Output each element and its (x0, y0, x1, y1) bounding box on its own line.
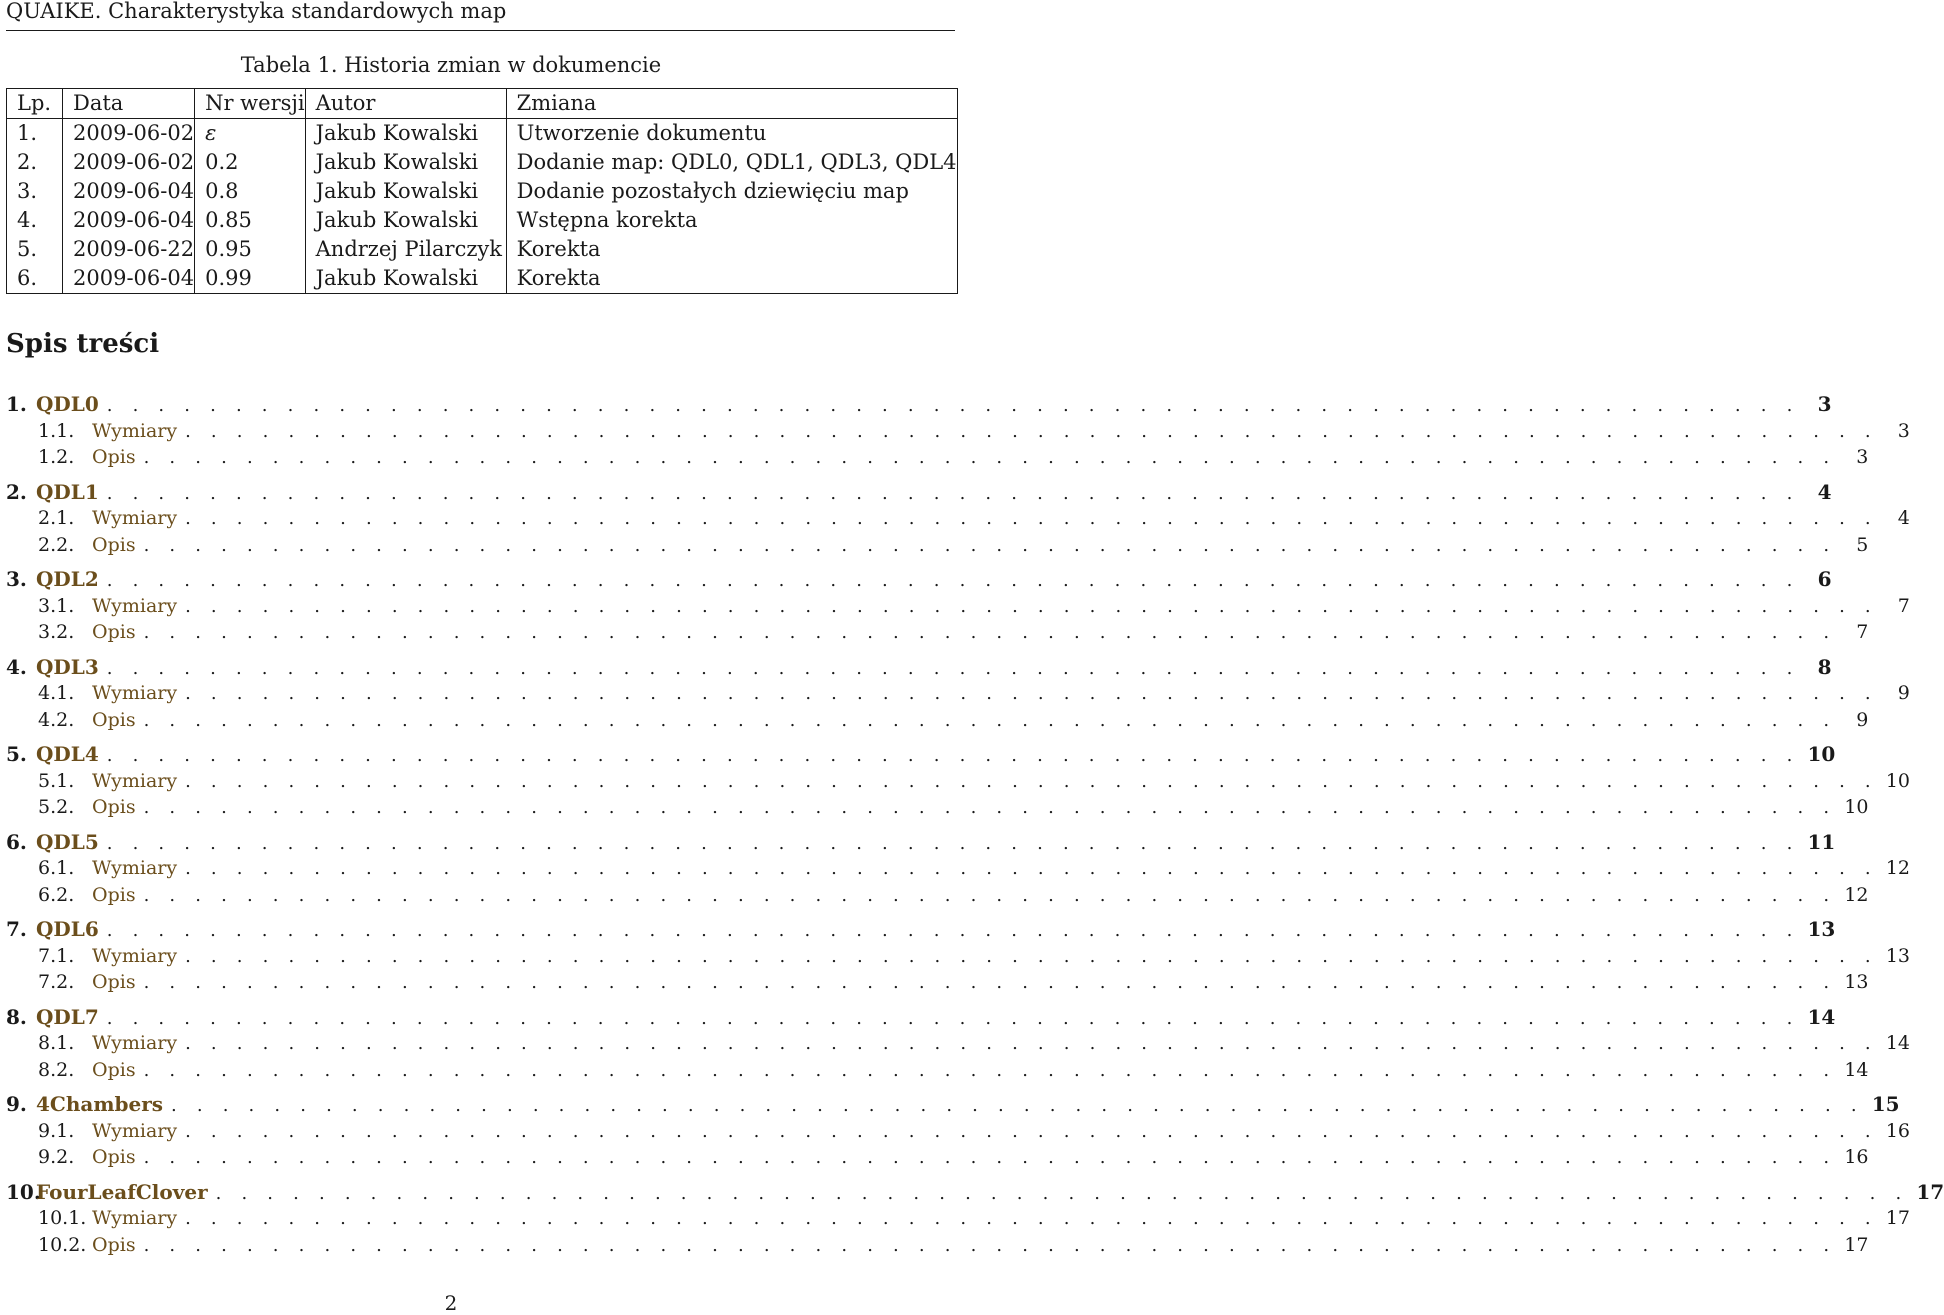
toc-leader-dots: . . . . . . . . . . . . . . . . . . . . . . . . . . . . . . . . . . . . . . . . . . . . . . . . . . . . . . . . . . . . . . . . . . (185, 945, 1878, 967)
table-cell: 1. (7, 119, 63, 149)
table-cell: Korekta (506, 235, 957, 264)
toc-leader-dots: . . . . . . . . . . . . . . . . . . . . . . . . . . . . . . . . . . . . . . . . . . . . . . . . . . . . . . . . . . . . . . . . . . (185, 1120, 1878, 1142)
toc-leader-dots: . . . . . . . . . . . . . . . . . . . . . . . . . . . . . . . . . . . . . . . . . . . . . . . . . . . . . . . . . . . . . . . . . . (185, 595, 1878, 617)
table-cell: 2009-06-04 (63, 177, 195, 206)
toc-entry-number: 1.1. (38, 419, 75, 442)
toc-leader-dots: . . . . . . . . . . . . . . . . . . . . . . . . . . . . . . . . . . . . . . . . . . . . . . . . . . . . . . . . . . . . . . . . . . (143, 709, 1837, 731)
table-cell: 4. (7, 206, 63, 235)
table-cell: Korekta (506, 264, 957, 294)
toc-entry-number: 6. (6, 829, 27, 854)
history-table (6, 88, 958, 294)
toc-subsection-entry[interactable] (6, 1205, 1911, 1232)
table-cell: 0.85 (195, 206, 306, 235)
table-cell: ε (195, 119, 306, 149)
running-title: QUAIKE. Charakterystyka standardowych map (6, 0, 507, 23)
toc-entry-number: 8. (6, 1004, 27, 1029)
toc-entry-number: 2. (6, 479, 27, 504)
toc-entry-title: Wymiary (92, 419, 178, 442)
toc-entry-title: Wymiary (92, 944, 178, 967)
toc-entry-number: 3.2. (38, 621, 75, 643)
toc-section-group (6, 1091, 1911, 1171)
toc-entry-title: QDL7 (36, 1004, 99, 1029)
toc-entry-page: 11 (1807, 829, 1836, 854)
toc-leader-dots: . . . . . . . . . . . . . . . . . . . . . . . . . . . . . . . . . . . . . . . . . . . . . . . . . . . . . . . . . . . . . . . . . . (185, 683, 1878, 704)
column-header: Zmiana (506, 89, 957, 119)
table-cell: Dodanie pozostałych dziewięciu map (506, 177, 957, 206)
table-cell: Andrzej Pilarczyk (305, 235, 506, 264)
toc-entry-number: 6.1. (38, 857, 75, 879)
table-cell: 2009-06-02 (63, 148, 195, 177)
toc-leader-dots: . . . . . . . . . . . . . . . . . . . . . . . . . . . . . . . . . . . . . . . . . . . . . . . . . . . . . . . . . . . . . . . . . . (143, 447, 1837, 468)
toc-entry-page: 7 (1856, 621, 1869, 643)
toc-section-entry[interactable] (6, 566, 1832, 593)
toc-entry-number: 7.1. (38, 944, 75, 967)
toc-entry-title: Opis (92, 708, 136, 731)
toc-leader-dots: . . . . . . . . . . . . . . . . . . . . . . . . . . . . . . . . . . . . . . . . . . . . . . . . . . . . . . . . . . . . . . . . . . (143, 534, 1837, 556)
toc-entry-page: 3 (1817, 392, 1832, 416)
header-rule (6, 30, 955, 31)
toc-entry-title: Opis (92, 1233, 136, 1256)
toc-entry-page: 3 (1856, 446, 1869, 468)
toc-entry-page: 10 (1844, 796, 1869, 818)
toc-entry-page: 9 (1897, 682, 1910, 704)
table-row (7, 235, 958, 264)
toc-section-group (6, 1004, 1911, 1084)
table-cell: 2009-06-22 (63, 235, 195, 264)
toc-entry-title: QDL2 (36, 567, 99, 591)
toc-entry-title: Wymiary (92, 507, 178, 529)
table-cell: Jakub Kowalski (305, 177, 506, 206)
toc-entry-number: 5.2. (38, 796, 75, 818)
toc-leader-dots: . . . . . . . . . . . . . . . . . . . . . . . . . . . . . . . . . . . . . . . . . . . . . . . . . . . . . . . . . . . . . . . . . . (106, 482, 1800, 504)
toc-entry-page: 12 (1844, 883, 1869, 906)
toc-subsection-entry[interactable] (6, 1118, 1911, 1145)
toc-entry-number: 9. (6, 1092, 27, 1116)
toc-subsection-entry[interactable] (6, 768, 1911, 795)
toc-entry-number: 10.1. (38, 1207, 87, 1229)
toc-subsection-entry[interactable] (6, 680, 1910, 707)
table-cell: 2009-06-04 (63, 264, 195, 294)
table-cell: 2. (7, 148, 63, 177)
toc-section-entry[interactable] (6, 391, 1832, 418)
toc-entry-page: 17 (1916, 1179, 1944, 1204)
table-cell: Jakub Kowalski (305, 206, 506, 235)
toc-section-entry[interactable] (6, 1091, 1900, 1118)
toc-subsection-entry[interactable] (6, 444, 1869, 471)
toc-leader-dots: . . . . . . . . . . . . . . . . . . . . . . . . . . . . . . . . . . . . . . . . . . . . . . . . . . . . . . . . . . . . . . . . . . (185, 420, 1878, 442)
toc-entry-title: Wymiary (92, 1032, 178, 1054)
toc-entry-number: 4.1. (38, 682, 75, 704)
toc-leader-dots: . . . . . . . . . . . . . . . . . . . . . . . . . . . . . . . . . . . . . . . . . . . . . . . . . . . . . . . . . . . . . . . . . . (143, 884, 1837, 906)
toc-entry-title: FourLeafClover (36, 1179, 208, 1204)
toc-entry-number: 3. (6, 567, 27, 591)
toc-entry-title: Wymiary (92, 769, 178, 792)
toc-entry-title: Opis (92, 1058, 136, 1081)
table-cell: Jakub Kowalski (305, 148, 506, 177)
toc-leader-dots: . . . . . . . . . . . . . . . . . . . . . . . . . . . . . . . . . . . . . . . . . . . . . . . . . . . . . . . . . . . . . . . . . . (143, 622, 1837, 643)
toc-leader-dots: . . . . . . . . . . . . . . . . . . . . . . . . . . . . . . . . . . . . . . . . . . . . . . . . . . . . . . . . . . . . . . . . . . (185, 1033, 1878, 1054)
toc-leader-dots: . . . . . . . . . . . . . . . . . . . . . . . . . . . . . . . . . . . . . . . . . . . . . . . . . . . . . . . . . . . . . . . . . . (185, 858, 1878, 879)
toc-entry-number: 9.2. (38, 1146, 75, 1168)
toc-entry-title: Wymiary (92, 1119, 178, 1142)
toc-section-entry[interactable] (6, 1179, 1944, 1206)
toc-leader-dots: . . . . . . . . . . . . . . . . . . . . . . . . . . . . . . . . . . . . . . . . . . . . . . . . . . . . . . . . . . . . . . . . . . (143, 972, 1837, 993)
toc-entry-number: 1. (6, 392, 27, 416)
toc-subsection-entry[interactable] (6, 1144, 1869, 1171)
toc-entry-page: 14 (1807, 1004, 1836, 1029)
toc-entry-title: Opis (92, 796, 136, 818)
toc-leader-dots: . . . . . . . . . . . . . . . . . . . . . . . . . . . . . . . . . . . . . . . . . . . . . . . . . . . . . . . . . . . . . . . . . . (143, 797, 1837, 818)
toc-entry-title: Wymiary (92, 857, 178, 879)
toc-entry-page: 13 (1885, 944, 1911, 967)
toc-section-group (6, 391, 1910, 471)
toc-leader-dots: . . . . . . . . . . . . . . . . . . . . . . . . . . . . . . . . . . . . . . . . . . . . . . . . . . . . . . . . . . . . . . . . . . (106, 920, 1800, 941)
toc-entry-page: 10 (1807, 742, 1836, 766)
toc-entry-title: QDL6 (36, 917, 99, 941)
toc-entry-page: 13 (1807, 917, 1836, 941)
toc-entry-number: 8.1. (38, 1032, 75, 1054)
toc-subsection-entry[interactable] (6, 943, 1911, 970)
toc-entry-number: 3.1. (38, 594, 75, 617)
toc-entry-number: 7. (6, 917, 27, 941)
table-row (7, 206, 958, 235)
toc-entry-number: 2.1. (38, 507, 75, 529)
toc-entry-title: Opis (92, 621, 136, 643)
toc-entry-title: QDL5 (36, 829, 99, 854)
toc-subsection-entry[interactable] (6, 882, 1869, 909)
toc-entry-title: Wymiary (92, 682, 178, 704)
toc-leader-dots: . . . . . . . . . . . . . . . . . . . . . . . . . . . . . . . . . . . . . . . . . . . . . . . . . . . . . . . . . . . . . . . . . . (185, 1208, 1878, 1229)
table-cell: Dodanie map: QDL0, QDL1, QDL3, QDL4 (506, 148, 957, 177)
toc-leader-dots: . . . . . . . . . . . . . . . . . . . . . . . . . . . . . . . . . . . . . . . . . . . . . . . . . . . . . . . . . . . . . . . . . . (106, 745, 1800, 766)
toc-entry-number: 9.1. (38, 1119, 75, 1142)
column-header: Lp. (7, 89, 63, 119)
page-number: 2 (444, 1291, 458, 1315)
toc-entry-number: 4.2. (38, 708, 75, 731)
toc-subsection-entry[interactable] (6, 593, 1910, 620)
table-cell: 0.99 (195, 264, 306, 294)
toc-entry-page: 13 (1844, 971, 1869, 993)
table-cell: 0.8 (195, 177, 306, 206)
toc-entry-page: 10 (1885, 769, 1911, 792)
toc-entry-number: 5. (6, 742, 27, 766)
toc-subsection-entry[interactable] (6, 1057, 1869, 1084)
column-header: Autor (305, 89, 506, 119)
toc-entry-number: 7.2. (38, 971, 75, 993)
toc-leader-dots: . . . . . . . . . . . . . . . . . . . . . . . . . . . . . . . . . . . . . . . . . . . . . . . . . . . . . . . . . . . . . . . . . . (215, 1182, 1909, 1204)
toc-leader-dots: . . . . . . . . . . . . . . . . . . . . . . . . . . . . . . . . . . . . . . . . . . . . . . . . . . . . . . . . . . . . . . . . . . (185, 508, 1878, 529)
toc-leader-dots: . . . . . . . . . . . . . . . . . . . . . . . . . . . . . . . . . . . . . . . . . . . . . . . . . . . . . . . . . . . . . . . . . . (106, 1007, 1800, 1029)
toc-leader-dots: . . . . . . . . . . . . . . . . . . . . . . . . . . . . . . . . . . . . . . . . . . . . . . . . . . . . . . . . . . . . . . . . . . (106, 395, 1800, 416)
toc-section-entry[interactable] (6, 654, 1832, 681)
toc-subsection-entry[interactable] (6, 707, 1869, 734)
table-cell: 2009-06-04 (63, 206, 195, 235)
toc-section-group (6, 479, 1910, 559)
toc-section-group (6, 654, 1910, 734)
table-cell: 5. (7, 235, 63, 264)
toc-leader-dots: . . . . . . . . . . . . . . . . . . . . . . . . . . . . . . . . . . . . . . . . . . . . . . . . . . . . . . . . . . . . . . . . . . (143, 1147, 1837, 1168)
toc-entry-title: QDL1 (36, 479, 99, 504)
toc-subsection-entry[interactable] (6, 532, 1869, 559)
toc-entry-page: 6 (1817, 567, 1832, 591)
toc-entry-page: 17 (1844, 1233, 1869, 1256)
toc-entry-number: 8.2. (38, 1058, 75, 1081)
toc-entry-title: QDL4 (36, 742, 99, 766)
toc-entry-page: 17 (1885, 1207, 1911, 1229)
toc-section-group (6, 916, 1911, 996)
toc-entry-page: 16 (1844, 1146, 1869, 1168)
toc-entry-page: 9 (1856, 708, 1869, 731)
toc-entry-page: 16 (1885, 1119, 1911, 1142)
toc-entry-number: 10. (6, 1179, 41, 1204)
toc-subsection-entry[interactable] (6, 969, 1869, 996)
toc-section-entry[interactable] (6, 916, 1836, 943)
table-cell: Utworzenie dokumentu (506, 119, 957, 149)
toc-entry-number: 10.2. (38, 1233, 87, 1256)
toc-entry-title: Opis (92, 971, 136, 993)
toc-entry-number: 6.2. (38, 883, 75, 906)
table-row (7, 264, 958, 294)
toc-entry-title: QDL0 (36, 392, 99, 416)
table-cell: Jakub Kowalski (305, 264, 506, 294)
toc-entry-page: 12 (1885, 857, 1911, 879)
toc-leader-dots: . . . . . . . . . . . . . . . . . . . . . . . . . . . . . . . . . . . . . . . . . . . . . . . . . . . . . . . . . . . . . . . . . . (143, 1059, 1837, 1081)
toc-entry-number: 4. (6, 654, 27, 679)
table-cell: 0.2 (195, 148, 306, 177)
toc-entry-page: 14 (1885, 1032, 1911, 1054)
toc-entry-title: Wymiary (92, 1207, 178, 1229)
toc-section-group (6, 566, 1910, 646)
toc-subsection-entry[interactable] (6, 794, 1869, 821)
toc-entry-page: 4 (1817, 479, 1832, 504)
toc-entry-title: Opis (92, 1146, 136, 1168)
toc-entry-title: Opis (92, 883, 136, 906)
toc-section-group (6, 741, 1911, 821)
toc-leader-dots: . . . . . . . . . . . . . . . . . . . . . . . . . . . . . . . . . . . . . . . . . . . . . . . . . . . . . . . . . . . . . . . . . . (171, 1095, 1864, 1116)
toc-entry-title: 4Chambers (36, 1092, 164, 1116)
table-row (7, 148, 958, 177)
table-cell: 3. (7, 177, 63, 206)
table-cell: 2009-06-02 (63, 119, 195, 149)
toc-subsection-entry[interactable] (6, 619, 1869, 646)
toc-entry-page: 4 (1897, 507, 1910, 529)
toc-title: Spis treści (6, 329, 160, 359)
toc-entry-title: Opis (92, 446, 136, 468)
toc-entry-title: Opis (92, 533, 136, 556)
table-row (7, 177, 958, 206)
toc-section-entry[interactable] (6, 479, 1832, 506)
toc-entry-title: Wymiary (92, 594, 178, 617)
column-header: Nr wersji (195, 89, 306, 119)
toc-entry-number: 1.2. (38, 446, 75, 468)
toc-section-entry[interactable] (6, 829, 1836, 856)
table-cell: Jakub Kowalski (305, 119, 506, 149)
toc-subsection-entry[interactable] (6, 505, 1910, 532)
toc-entry-number: 5.1. (38, 769, 75, 792)
toc-leader-dots: . . . . . . . . . . . . . . . . . . . . . . . . . . . . . . . . . . . . . . . . . . . . . . . . . . . . . . . . . . . . . . . . . . (143, 1234, 1837, 1256)
toc-section-entry[interactable] (6, 1004, 1836, 1031)
table-header-row (7, 89, 958, 119)
toc-entry-number: 2.2. (38, 533, 75, 556)
table-cell: Wstępna korekta (506, 206, 957, 235)
toc-leader-dots: . . . . . . . . . . . . . . . . . . . . . . . . . . . . . . . . . . . . . . . . . . . . . . . . . . . . . . . . . . . . . . . . . . (185, 770, 1878, 792)
toc-entry-page: 15 (1871, 1092, 1900, 1116)
table-cell: 0.95 (195, 235, 306, 264)
column-header: Data (63, 89, 195, 119)
toc-leader-dots: . . . . . . . . . . . . . . . . . . . . . . . . . . . . . . . . . . . . . . . . . . . . . . . . . . . . . . . . . . . . . . . . . . (106, 570, 1800, 591)
toc-entry-title: QDL3 (36, 654, 99, 679)
table-cell: 6. (7, 264, 63, 294)
toc-entry-page: 7 (1897, 594, 1910, 617)
toc-entry-page: 8 (1817, 654, 1832, 679)
toc-subsection-entry[interactable] (6, 855, 1911, 882)
table-row (7, 119, 958, 149)
toc-subsection-entry[interactable] (6, 1232, 1869, 1259)
toc-section-entry[interactable] (6, 741, 1836, 768)
toc-section-group (6, 1179, 1944, 1259)
toc-subsection-entry[interactable] (6, 1030, 1911, 1057)
table-of-contents (6, 391, 1944, 1266)
toc-leader-dots: . . . . . . . . . . . . . . . . . . . . . . . . . . . . . . . . . . . . . . . . . . . . . . . . . . . . . . . . . . . . . . . . . . (106, 657, 1800, 679)
toc-section-group (6, 829, 1911, 909)
toc-entry-page: 5 (1856, 533, 1869, 556)
toc-entry-page: 3 (1897, 419, 1910, 442)
toc-subsection-entry[interactable] (6, 418, 1910, 445)
toc-entry-page: 14 (1844, 1058, 1869, 1081)
table-caption: Tabela 1. Historia zmian w dokumencie (240, 53, 662, 77)
toc-leader-dots: . . . . . . . . . . . . . . . . . . . . . . . . . . . . . . . . . . . . . . . . . . . . . . . . . . . . . . . . . . . . . . . . . . (106, 832, 1800, 854)
